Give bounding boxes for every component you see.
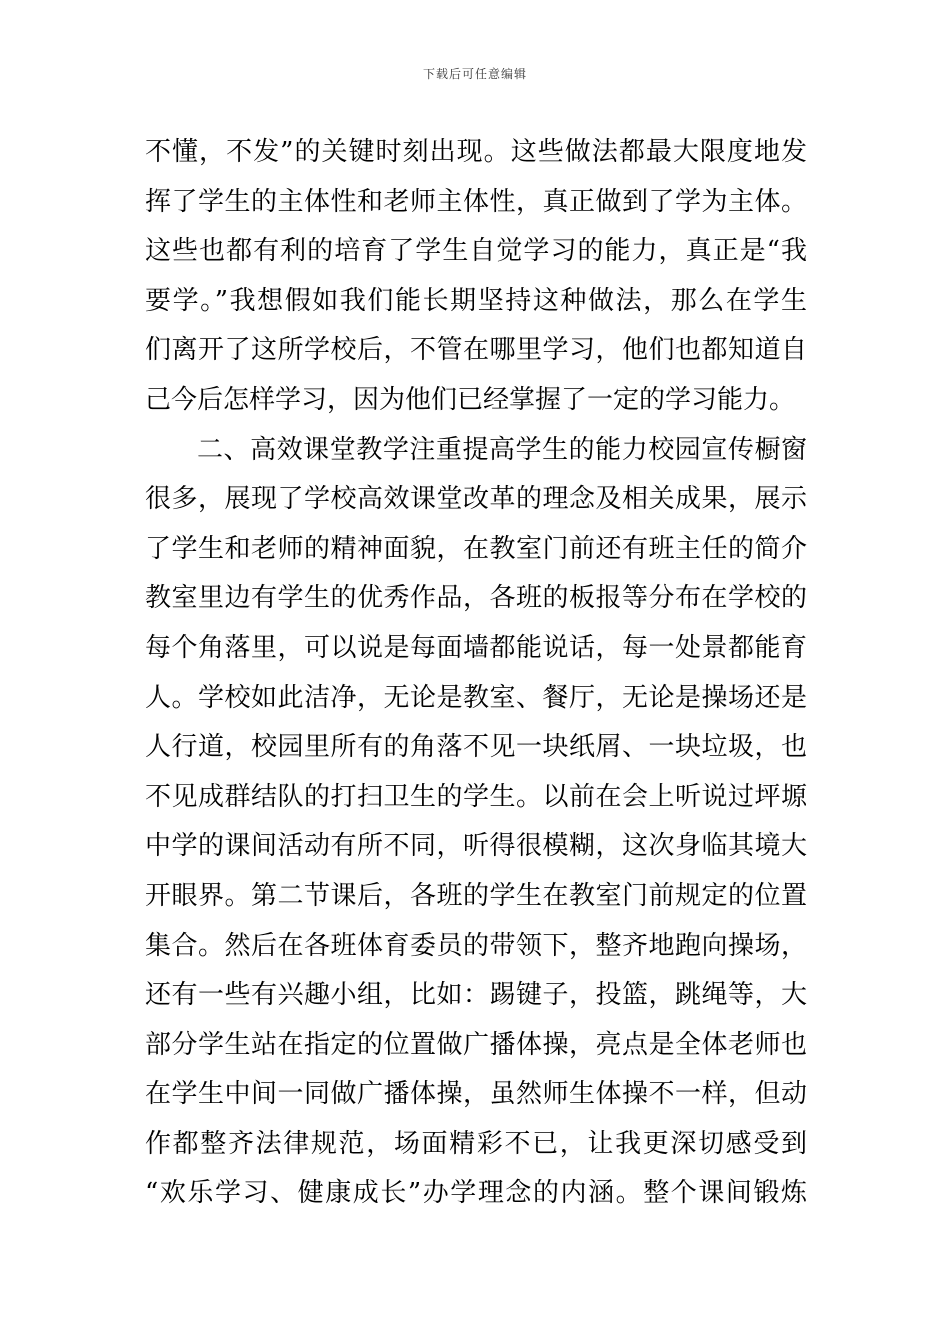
text-line: 了学生和老师的精神面貌，在教室门前还有班主任的简介 [145, 533, 807, 564]
text-line: 教室里边有学生的优秀作品，各班的板报等分布在学校的 [145, 583, 807, 614]
section-heading-line: 二、高效课堂教学注重提高学生的能力校园宣传橱窗 [197, 434, 807, 465]
text-line: 作都整齐法律规范，场面精彩不已，让我更深切感受到 [145, 1128, 807, 1159]
text-line: 人行道，校园里所有的角落不见一块纸屑、一块垃圾，也 [145, 732, 807, 763]
text-line: 还有一些有兴趣小组，比如：踢键子，投篮，跳绳等，大 [145, 980, 807, 1011]
text-line: 中学的课间活动有所不同，听得很模糊，这次身临其境大 [145, 831, 807, 862]
text-line: 挥了学生的主体性和老师主体性，真正做到了学为主体。 [145, 186, 807, 217]
text-line: 己今后怎样学习，因为他们已经掌握了一定的学习能力。 [145, 384, 796, 415]
text-line: 不懂，不发”的关键时刻出现。这些做法都最大限度地发 [145, 137, 807, 167]
text-line: 每个角落里，可以说是每面墙都能说话，每一处景都能育 [145, 632, 807, 663]
text-line: 开眼界。第二节课后，各班的学生在教室门前规定的位置 [145, 880, 807, 911]
text-line: 很多，展现了学校高效课堂改革的理念及相关成果，展示 [145, 484, 807, 515]
text-line: 不见成群结队的打扫卫生的学生。以前在会上听说过坪塬 [145, 781, 807, 812]
document-body [145, 128, 807, 1219]
text-line: 们离开了这所学校后，不管在哪里学习，他们也都知道自 [145, 335, 807, 366]
text-line: 集合。然后在各班体育委员的带领下，整齐地跑向操场， [145, 930, 807, 961]
text-line: 在学生中间一同做广播体操，虽然师生体操不一样，但动 [145, 1079, 807, 1110]
text-line: 这些也都有利的培育了学生自觉学习的能力，真正是“我 [145, 236, 807, 267]
text-line: 部分学生站在指定的位置做广播体操，亮点是全体老师也 [145, 1029, 807, 1060]
page-header: 下载后可任意编辑 [422, 67, 527, 81]
text-line: “欢乐学习、健康成长”办学理念的内涵。整个课间锻炼 [145, 1178, 807, 1209]
text-line: 要学。”我想假如我们能长期坚持这种做法，那么在学生 [145, 285, 807, 316]
text-line: 人。学校如此洁净，无论是教室、餐厅，无论是操场还是 [145, 682, 807, 713]
